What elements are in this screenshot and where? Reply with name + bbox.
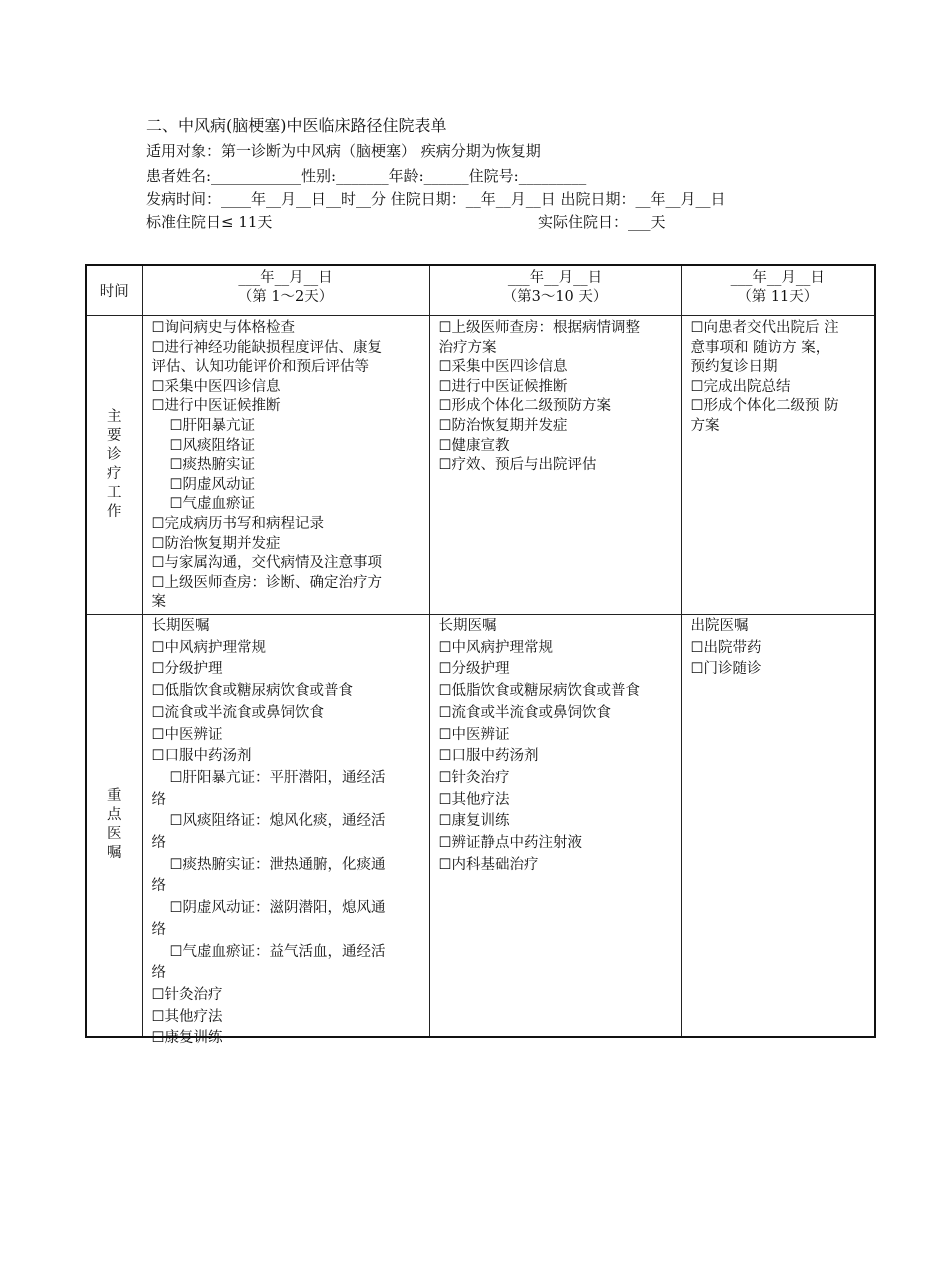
patient-info-line: 患者姓名:____________性别:_______年龄:______住院号:_________: [146, 167, 587, 185]
checklist-item: ☐肝阳暴亢证：平肝潜阳，通经活: [169, 769, 386, 786]
checklist-item: ☐进行中医证候推断: [438, 378, 568, 395]
date-blank: ___年__月__日: [507, 270, 603, 286]
checklist-item: ☐康复训练: [151, 1030, 223, 1047]
day-range: （第 1～2天）: [237, 289, 334, 305]
checklist-item: ☐阴虚风动证: [169, 476, 255, 493]
label-char: 诊: [107, 447, 122, 463]
item-text: 络: [151, 921, 166, 938]
label-char: 医: [107, 826, 122, 843]
item-text: 治疗方案: [438, 339, 497, 356]
checklist-item: ☐中风病护理常规: [438, 639, 553, 656]
checklist-item: ☐进行中医证候推断: [151, 398, 281, 415]
checklist-item: ☐采集中医四诊信息: [151, 378, 281, 395]
checklist-item: ☐辨证静点中药注射液: [438, 835, 582, 852]
item-text: 络: [151, 835, 166, 852]
column-header-day3: [429, 265, 681, 316]
checklist-item: ☐针灸治疗: [151, 986, 223, 1003]
checklist-item: ☐形成个体化二级预 防: [690, 398, 839, 415]
checklist-item: ☐防治恢复期并发症: [151, 535, 281, 552]
stay-line: [146, 212, 666, 232]
item-text: 络: [151, 965, 166, 982]
time-label: 时间: [86, 265, 142, 316]
label-char: 作: [107, 504, 122, 520]
checklist-item: ☐口服中药汤剂: [151, 748, 252, 765]
checklist-item: ☐肝阳暴亢证: [169, 417, 255, 434]
checklist-item: ☐上级医师查房：根据病情调整: [438, 320, 640, 336]
item-text: 长期医嘱: [151, 618, 210, 634]
checklist-item: ☐风痰阻络证: [169, 437, 255, 454]
checklist-item: ☐风痰阻络证：熄风化痰，通经活: [169, 813, 386, 830]
item-text: 出院医嘱: [690, 618, 749, 634]
vertical-label: [87, 787, 142, 863]
checklist-item: ☐口服中药汤剂: [438, 748, 539, 765]
date-blank: ___年__月__日: [730, 270, 825, 286]
checklist-item: ☐完成病历书写和病程记录: [151, 515, 324, 532]
label-char: 重: [107, 788, 122, 805]
key-orders-day11: [681, 615, 875, 1037]
form-title: 二、中风病(脑梗塞)中医临床路径住院表单: [146, 116, 447, 135]
main-work-day11: [681, 316, 875, 615]
checklist-item: ☐痰热腑实证：泄热通腑，化痰通: [169, 856, 386, 873]
applicable-scope: 适用对象：第一诊断为中风病（脑梗塞） 疾病分期为恢复期: [146, 142, 541, 160]
actual-stay: 实际住院日：___天: [538, 213, 666, 231]
table-header-row: [86, 265, 875, 316]
checklist-item: ☐采集中医四诊信息: [438, 359, 568, 376]
standard-stay: 标准住院日≤ 11天: [146, 213, 273, 231]
checklist-item: ☐分级护理: [438, 661, 510, 678]
checklist-item: ☐针灸治疗: [438, 769, 510, 786]
key-orders-row: [86, 615, 875, 1037]
column-header-day1: [142, 265, 429, 316]
checklist-item: ☐门诊随诊: [690, 661, 762, 678]
clinical-pathway-table: [85, 264, 876, 1047]
label-char: 点: [107, 807, 122, 824]
checklist-item: ☐上级医师查房：诊断、确定治疗方: [151, 574, 382, 591]
item-text: 长期医嘱: [438, 618, 497, 634]
label-char: 工: [107, 485, 122, 501]
row-label-key-orders: [86, 615, 142, 1037]
row-label-main-work: [86, 316, 142, 615]
day-range: （第 11天）: [737, 289, 819, 305]
main-work-day3: [429, 316, 681, 615]
checklist-item: ☐内科基础治疗: [438, 856, 539, 873]
checklist-item: ☐康复训练: [438, 813, 510, 830]
checklist-item: ☐中医辨证: [151, 726, 223, 743]
item-text: 方案: [690, 417, 720, 434]
key-orders-day3: [429, 615, 681, 1037]
checklist-item: ☐向患者交代出院后 注: [690, 320, 839, 336]
checklist-item: ☐与家属沟通，交代病情及注意事项: [151, 555, 382, 572]
checklist-item: ☐疗效、预后与出院评估: [438, 457, 597, 474]
key-orders-day1: [142, 615, 429, 1047]
dates-line: 发病时间：____年__月__日__时__分 住院日期：__年__月__日 出院日期：__年__月__日: [146, 190, 726, 208]
checklist-item: ☐中医辨证: [438, 726, 510, 743]
checklist-item: ☐流食或半流食或鼻饲饮食: [438, 704, 611, 721]
checklist-item: ☐其他疗法: [151, 1008, 223, 1025]
checklist-item: ☐防治恢复期并发症: [438, 417, 568, 434]
item-text: 预约复诊日期: [690, 359, 778, 376]
checklist-item: ☐阴虚风动证：滋阴潜阳，熄风通: [169, 900, 386, 917]
checklist-item: ☐气虚血瘀证: [169, 496, 255, 513]
label-char: 疗: [107, 466, 122, 482]
day-range: （第3～10 天）: [502, 289, 608, 305]
checklist-item: ☐中风病护理常规: [151, 639, 266, 656]
checklist-item: ☐形成个体化二级预防方案: [438, 398, 611, 415]
item-text: 评估、认知功能评价和预后评估等: [151, 359, 369, 376]
main-work-row: [86, 316, 875, 615]
date-blank: ___年__月__日: [238, 270, 333, 286]
checklist-item: ☐流食或半流食或鼻饲饮食: [151, 704, 324, 721]
label-char: 主: [107, 409, 122, 425]
item-text: 络: [151, 791, 166, 808]
item-text: 案: [151, 594, 166, 611]
item-text: 络: [151, 878, 166, 895]
checklist-item: ☐进行神经功能缺损程度评估、康复: [151, 339, 382, 356]
checklist-item: ☐低脂饮食或糖尿病饮食或普食: [438, 683, 640, 700]
checklist-item: ☐分级护理: [151, 661, 223, 678]
checklist-item: ☐出院带药: [690, 639, 762, 656]
label-char: 嘱: [107, 845, 122, 862]
vertical-label: [87, 408, 142, 522]
checklist-item: ☐健康宣教: [438, 437, 510, 454]
label-char: 要: [107, 428, 122, 444]
checklist-item: ☐其他疗法: [438, 791, 510, 808]
checklist-item: ☐气虚血瘀证：益气活血，通经活: [169, 943, 386, 960]
item-text: 意事项和 随访方 案，: [690, 339, 831, 356]
checklist-item: ☐低脂饮食或糖尿病饮食或普食: [151, 683, 353, 700]
column-header-day11: [681, 265, 875, 316]
checklist-item: ☐询问病史与体格检查: [151, 320, 295, 336]
checklist-item: ☐完成出院总结: [690, 378, 791, 395]
main-work-day1: [142, 316, 429, 615]
checklist-item: ☐痰热腑实证: [169, 457, 255, 474]
